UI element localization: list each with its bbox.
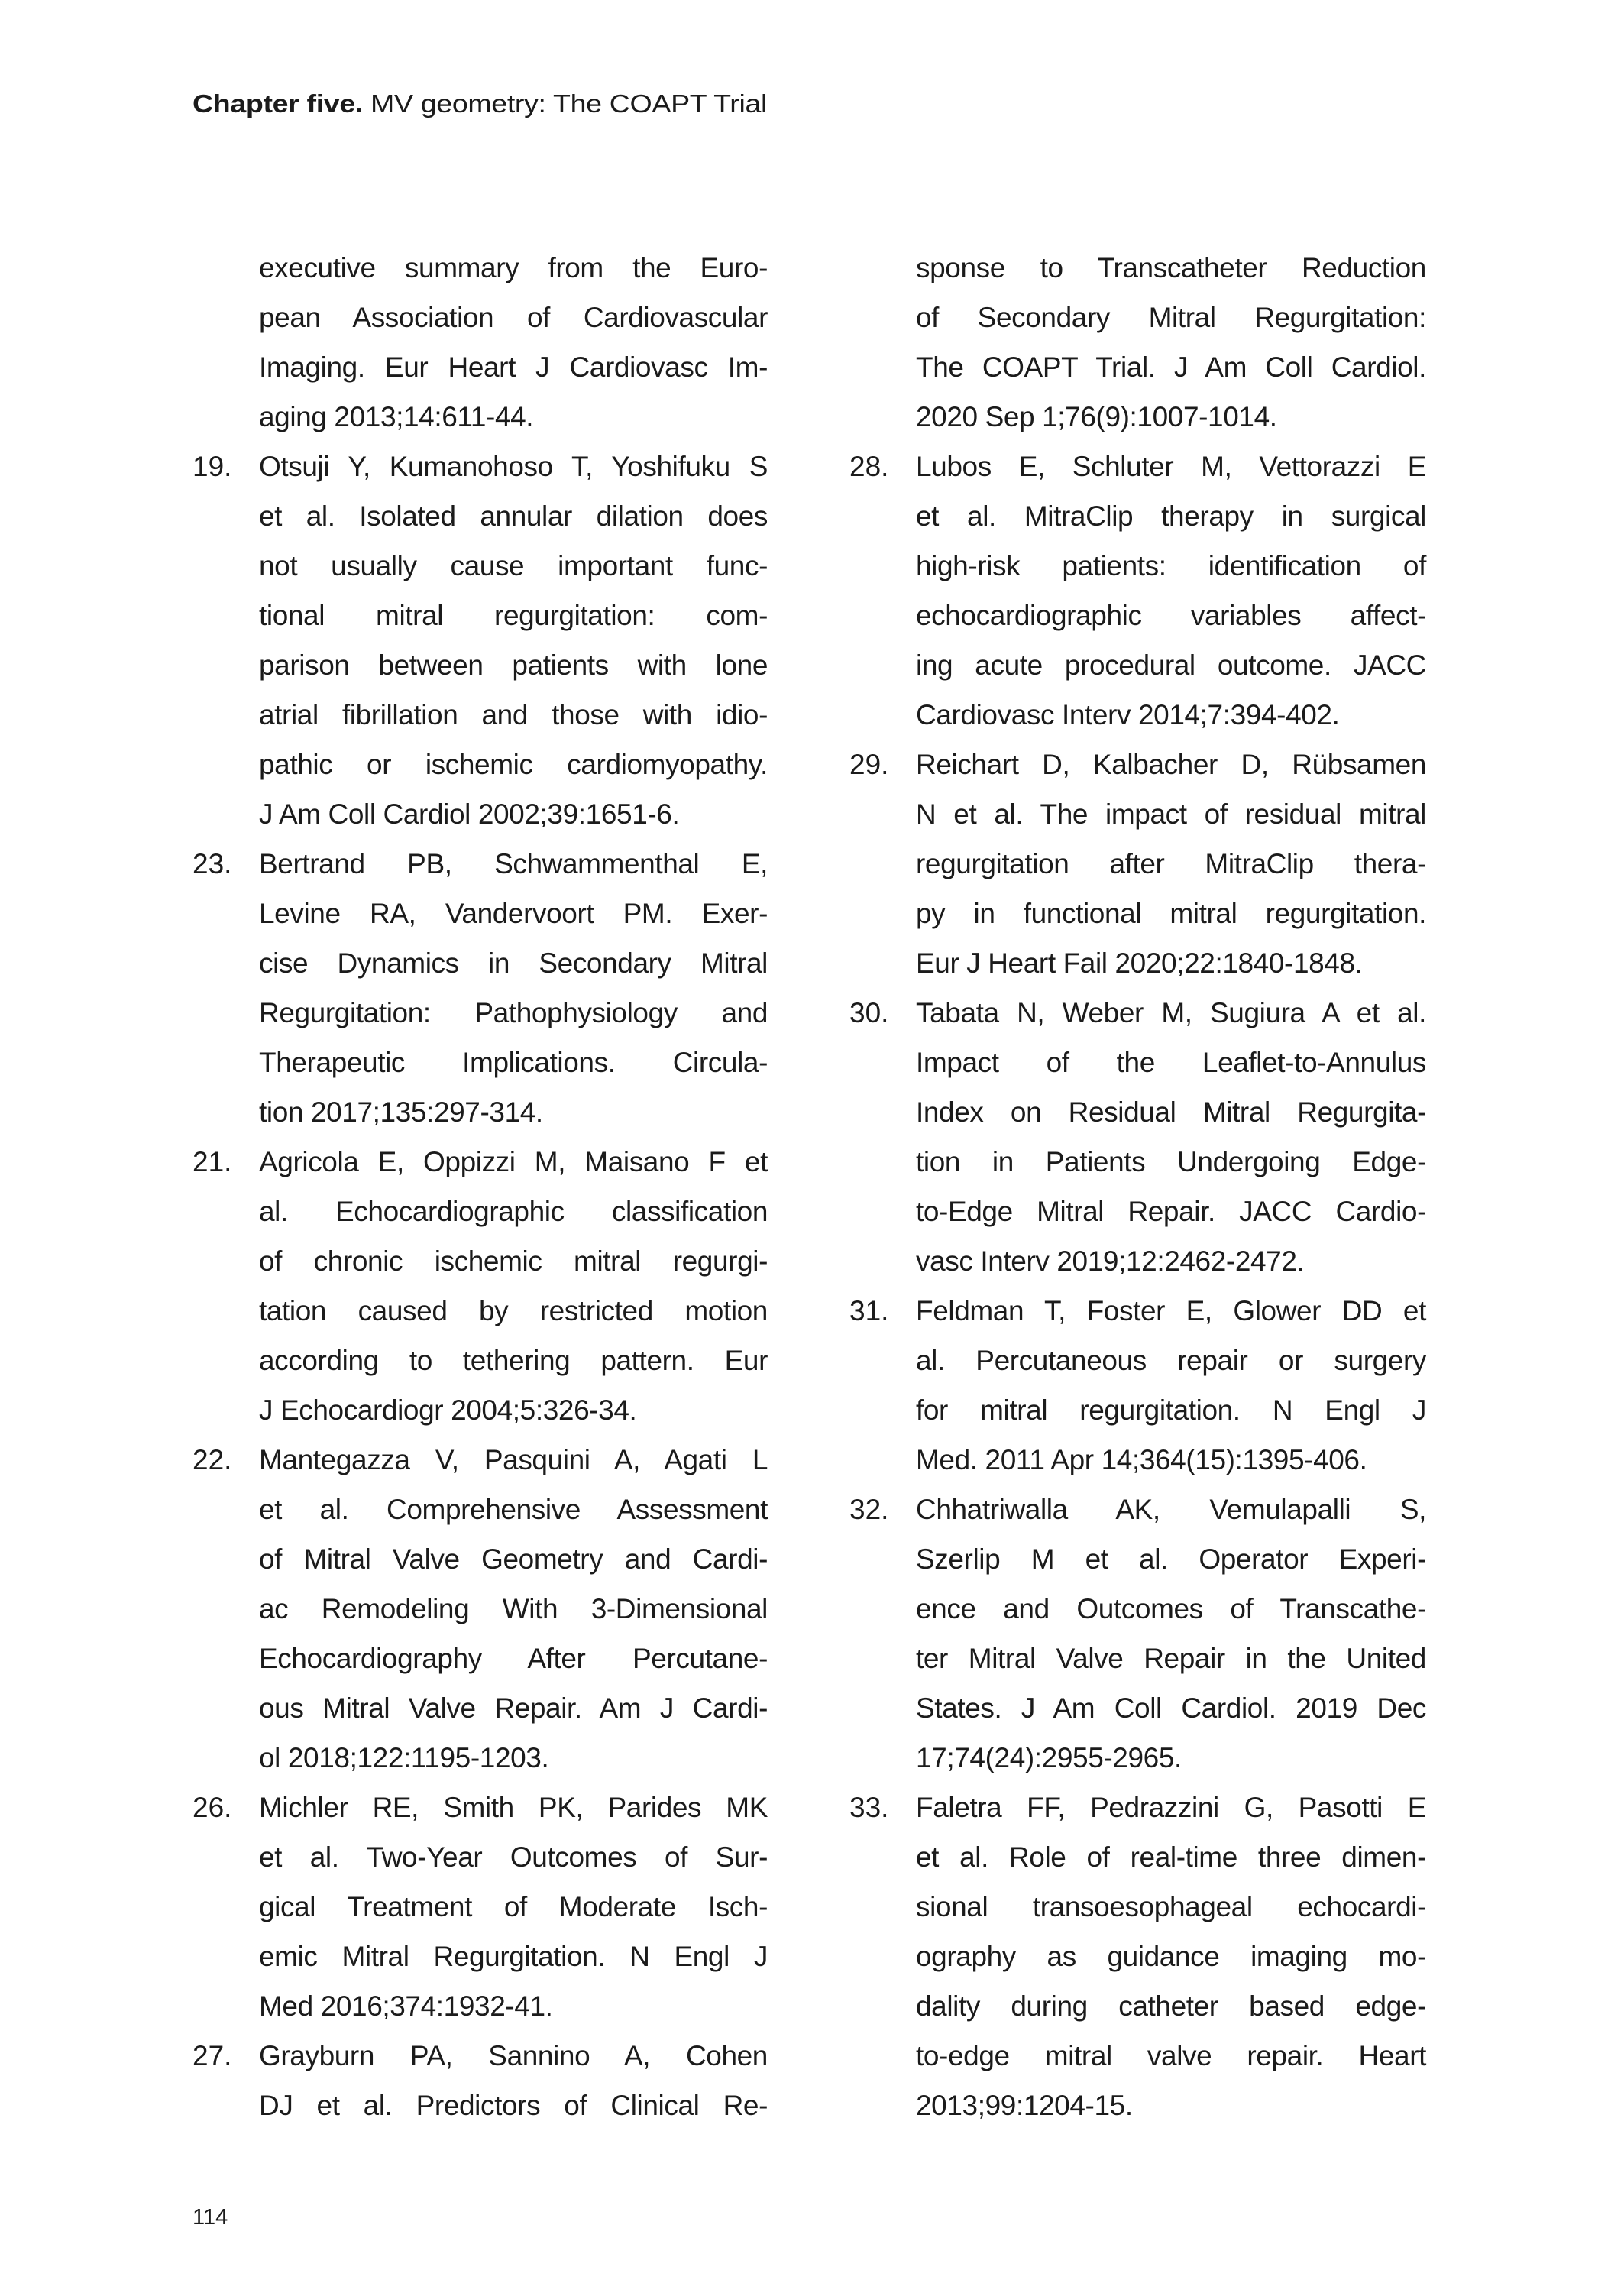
reference-line: sional transoesophageal echocardi- bbox=[916, 1891, 1426, 1922]
reference-number: 33. bbox=[849, 1792, 889, 1823]
reference-line: Michler RE, Smith PK, Parides MK bbox=[259, 1792, 768, 1823]
reference-line: Therapeutic Implications. Circula- bbox=[259, 1047, 768, 1078]
reference-text bbox=[916, 1286, 1426, 1485]
reference-line: Chhatriwalla AK, Vemulapalli S, bbox=[916, 1494, 1426, 1525]
reference-text bbox=[259, 442, 768, 839]
reference-number: 26. bbox=[192, 1792, 232, 1823]
reference-line: DJ et al. Predictors of Clinical Re- bbox=[259, 2090, 768, 2121]
reference-line: not usually cause important func- bbox=[259, 550, 768, 581]
reference-line: echocardiographic variables affect- bbox=[916, 600, 1426, 631]
reference-line: Med. 2011 Apr 14;364(15):1395-406. bbox=[916, 1444, 1367, 1475]
reference-line: dality during catheter based edge- bbox=[916, 1990, 1426, 2022]
reference-line: Levine RA, Vandervoort PM. Exer- bbox=[259, 898, 768, 929]
reference-column-left bbox=[192, 243, 768, 2130]
reference-number: 22. bbox=[192, 1444, 232, 1475]
reference-column-right bbox=[849, 243, 1426, 2130]
reference-line: N et al. The impact of residual mitral bbox=[916, 798, 1426, 830]
reference-text bbox=[916, 1783, 1426, 2130]
reference-number: 31. bbox=[849, 1295, 889, 1326]
reference-text bbox=[259, 839, 768, 1137]
reference-item bbox=[849, 1485, 1426, 1783]
reference-line: Otsuji Y, Kumanohoso T, Yoshifuku S bbox=[259, 451, 768, 482]
reference-line: J Echocardiogr 2004;5:326-34. bbox=[259, 1394, 637, 1426]
reference-line: of Mitral Valve Geometry and Cardi- bbox=[259, 1543, 768, 1575]
reference-line: et al. Two-Year Outcomes of Sur- bbox=[259, 1841, 768, 1873]
reference-text bbox=[916, 243, 1426, 442]
reference-line: aging 2013;14:611-44. bbox=[259, 401, 534, 432]
reference-line: States. J Am Coll Cardiol. 2019 Dec bbox=[916, 1692, 1426, 1724]
reference-line: ography as guidance imaging mo- bbox=[916, 1941, 1426, 1972]
reference-line: ter Mitral Valve Repair in the United bbox=[916, 1643, 1426, 1674]
reference-number: 21. bbox=[192, 1146, 232, 1177]
reference-text bbox=[916, 740, 1426, 988]
reference-line: Cardiovasc Interv 2014;7:394-402. bbox=[916, 699, 1340, 730]
reference-item bbox=[849, 1783, 1426, 2130]
reference-line: py in functional mitral regurgitation. bbox=[916, 898, 1426, 929]
reference-line: J Am Coll Cardiol 2002;39:1651-6. bbox=[259, 798, 680, 830]
reference-text bbox=[916, 988, 1426, 1286]
reference-line: ous Mitral Valve Repair. Am J Cardi- bbox=[259, 1692, 768, 1724]
reference-line: The COAPT Trial. J Am Coll Cardiol. bbox=[916, 351, 1426, 383]
reference-line: ac Remodeling With 3-Dimensional bbox=[259, 1593, 768, 1624]
reference-number: 30. bbox=[849, 997, 889, 1028]
reference-number: 29. bbox=[849, 749, 889, 780]
reference-line: Faletra FF, Pedrazzini G, Pasotti E bbox=[916, 1792, 1426, 1823]
reference-line: Agricola E, Oppizzi M, Maisano F et bbox=[259, 1146, 768, 1177]
reference-item bbox=[849, 1286, 1426, 1485]
reference-line: of Secondary Mitral Regurgitation: bbox=[916, 302, 1426, 333]
reference-line: cise Dynamics in Secondary Mitral bbox=[259, 947, 768, 979]
reference-line: ol 2018;122:1195-1203. bbox=[259, 1742, 549, 1773]
reference-line: sponse to Transcatheter Reduction bbox=[916, 252, 1426, 283]
reference-line: executive summary from the Euro- bbox=[259, 252, 768, 283]
reference-line: Reichart D, Kalbacher D, Rübsamen bbox=[916, 749, 1426, 780]
reference-line: Med 2016;374:1932-41. bbox=[259, 1990, 553, 2022]
reference-text bbox=[259, 243, 768, 442]
reference-line: tional mitral regurgitation: com- bbox=[259, 600, 768, 631]
reference-item bbox=[192, 1435, 768, 1783]
reference-line: Tabata N, Weber M, Sugiura A et al. bbox=[916, 997, 1426, 1028]
reference-line: 2020 Sep 1;76(9):1007-1014. bbox=[916, 401, 1277, 432]
reference-item bbox=[192, 442, 768, 839]
reference-line: regurgitation after MitraClip thera- bbox=[916, 848, 1426, 879]
reference-number: 27. bbox=[192, 2040, 232, 2071]
reference-line: parison between patients with lone bbox=[259, 649, 768, 681]
reference-text bbox=[259, 1137, 768, 1435]
reference-line: Szerlip M et al. Operator Experi- bbox=[916, 1543, 1426, 1575]
reference-item bbox=[192, 243, 768, 442]
reference-line: tion in Patients Undergoing Edge- bbox=[916, 1146, 1426, 1177]
reference-text bbox=[916, 1485, 1426, 1783]
reference-line: al. Percutaneous repair or surgery bbox=[916, 1345, 1426, 1376]
reference-item bbox=[192, 1137, 768, 1435]
reference-line: Mantegazza V, Pasquini A, Agati L bbox=[259, 1444, 768, 1475]
reference-text bbox=[259, 1435, 768, 1783]
reference-line: for mitral regurgitation. N Engl J bbox=[916, 1394, 1426, 1426]
reference-line: Grayburn PA, Sannino A, Cohen bbox=[259, 2040, 768, 2071]
reference-line: et al. Role of real-time three dimen- bbox=[916, 1841, 1426, 1873]
reference-item bbox=[192, 1783, 768, 2031]
reference-line: Lubos E, Schluter M, Vettorazzi E bbox=[916, 451, 1426, 482]
reference-number: 19. bbox=[192, 451, 232, 482]
reference-line: atrial fibrillation and those with idio- bbox=[259, 699, 768, 730]
reference-item bbox=[192, 839, 768, 1137]
chapter-title: MV geometry: The COAPT Trial bbox=[370, 89, 767, 118]
reference-item bbox=[849, 243, 1426, 442]
reference-line: pathic or ischemic cardiomyopathy. bbox=[259, 749, 768, 780]
reference-line: tation caused by restricted motion bbox=[259, 1295, 768, 1326]
reference-item bbox=[192, 2031, 768, 2130]
reference-line: Echocardiography After Percutane- bbox=[259, 1643, 768, 1674]
reference-line: et al. MitraClip therapy in surgical bbox=[916, 500, 1426, 532]
reference-line: gical Treatment of Moderate Isch- bbox=[259, 1891, 768, 1922]
reference-line: pean Association of Cardiovascular bbox=[259, 302, 768, 333]
reference-line: emic Mitral Regurgitation. N Engl J bbox=[259, 1941, 768, 1972]
reference-item bbox=[849, 988, 1426, 1286]
reference-line: Impact of the Leaflet-to-Annulus bbox=[916, 1047, 1426, 1078]
reference-line: Imaging. Eur Heart J Cardiovasc Im- bbox=[259, 351, 768, 383]
reference-number: 23. bbox=[192, 848, 232, 879]
reference-line: et al. Isolated annular dilation does bbox=[259, 500, 768, 532]
page-number: 114 bbox=[192, 2205, 228, 2230]
reference-line: tion 2017;135:297-314. bbox=[259, 1096, 543, 1128]
reference-number: 28. bbox=[849, 451, 889, 482]
reference-line: 17;74(24):2955-2965. bbox=[916, 1742, 1182, 1773]
reference-item bbox=[849, 740, 1426, 988]
reference-line: high-risk patients: identification of bbox=[916, 550, 1426, 581]
chapter-label: Chapter five. bbox=[192, 89, 363, 118]
reference-line: vasc Interv 2019;12:2462-2472. bbox=[916, 1245, 1305, 1277]
reference-line: 2013;99:1204-15. bbox=[916, 2090, 1133, 2121]
reference-item bbox=[849, 442, 1426, 740]
reference-line: of chronic ischemic mitral regurgi- bbox=[259, 1245, 768, 1277]
reference-line: al. Echocardiographic classification bbox=[259, 1196, 768, 1227]
reference-line: to-Edge Mitral Repair. JACC Cardio- bbox=[916, 1196, 1426, 1227]
reference-line: Feldman T, Foster E, Glower DD et bbox=[916, 1295, 1426, 1326]
reference-line: Index on Residual Mitral Regurgita- bbox=[916, 1096, 1426, 1128]
reference-line: to-edge mitral valve repair. Heart bbox=[916, 2040, 1426, 2071]
reference-line: according to tethering pattern. Eur bbox=[259, 1345, 768, 1376]
reference-line: Eur J Heart Fail 2020;22:1840-1848. bbox=[916, 947, 1363, 979]
reference-line: Bertrand PB, Schwammenthal E, bbox=[259, 848, 768, 879]
reference-line: ence and Outcomes of Transcathe- bbox=[916, 1593, 1426, 1624]
reference-text bbox=[259, 2031, 768, 2130]
reference-line: ing acute procedural outcome. JACC bbox=[916, 649, 1426, 681]
reference-number: 32. bbox=[849, 1494, 889, 1525]
reference-line: Regurgitation: Pathophysiology and bbox=[259, 997, 768, 1028]
reference-line: et al. Comprehensive Assessment bbox=[259, 1494, 768, 1525]
reference-text bbox=[259, 1783, 768, 2031]
running-head bbox=[192, 89, 767, 119]
reference-text bbox=[916, 442, 1426, 740]
